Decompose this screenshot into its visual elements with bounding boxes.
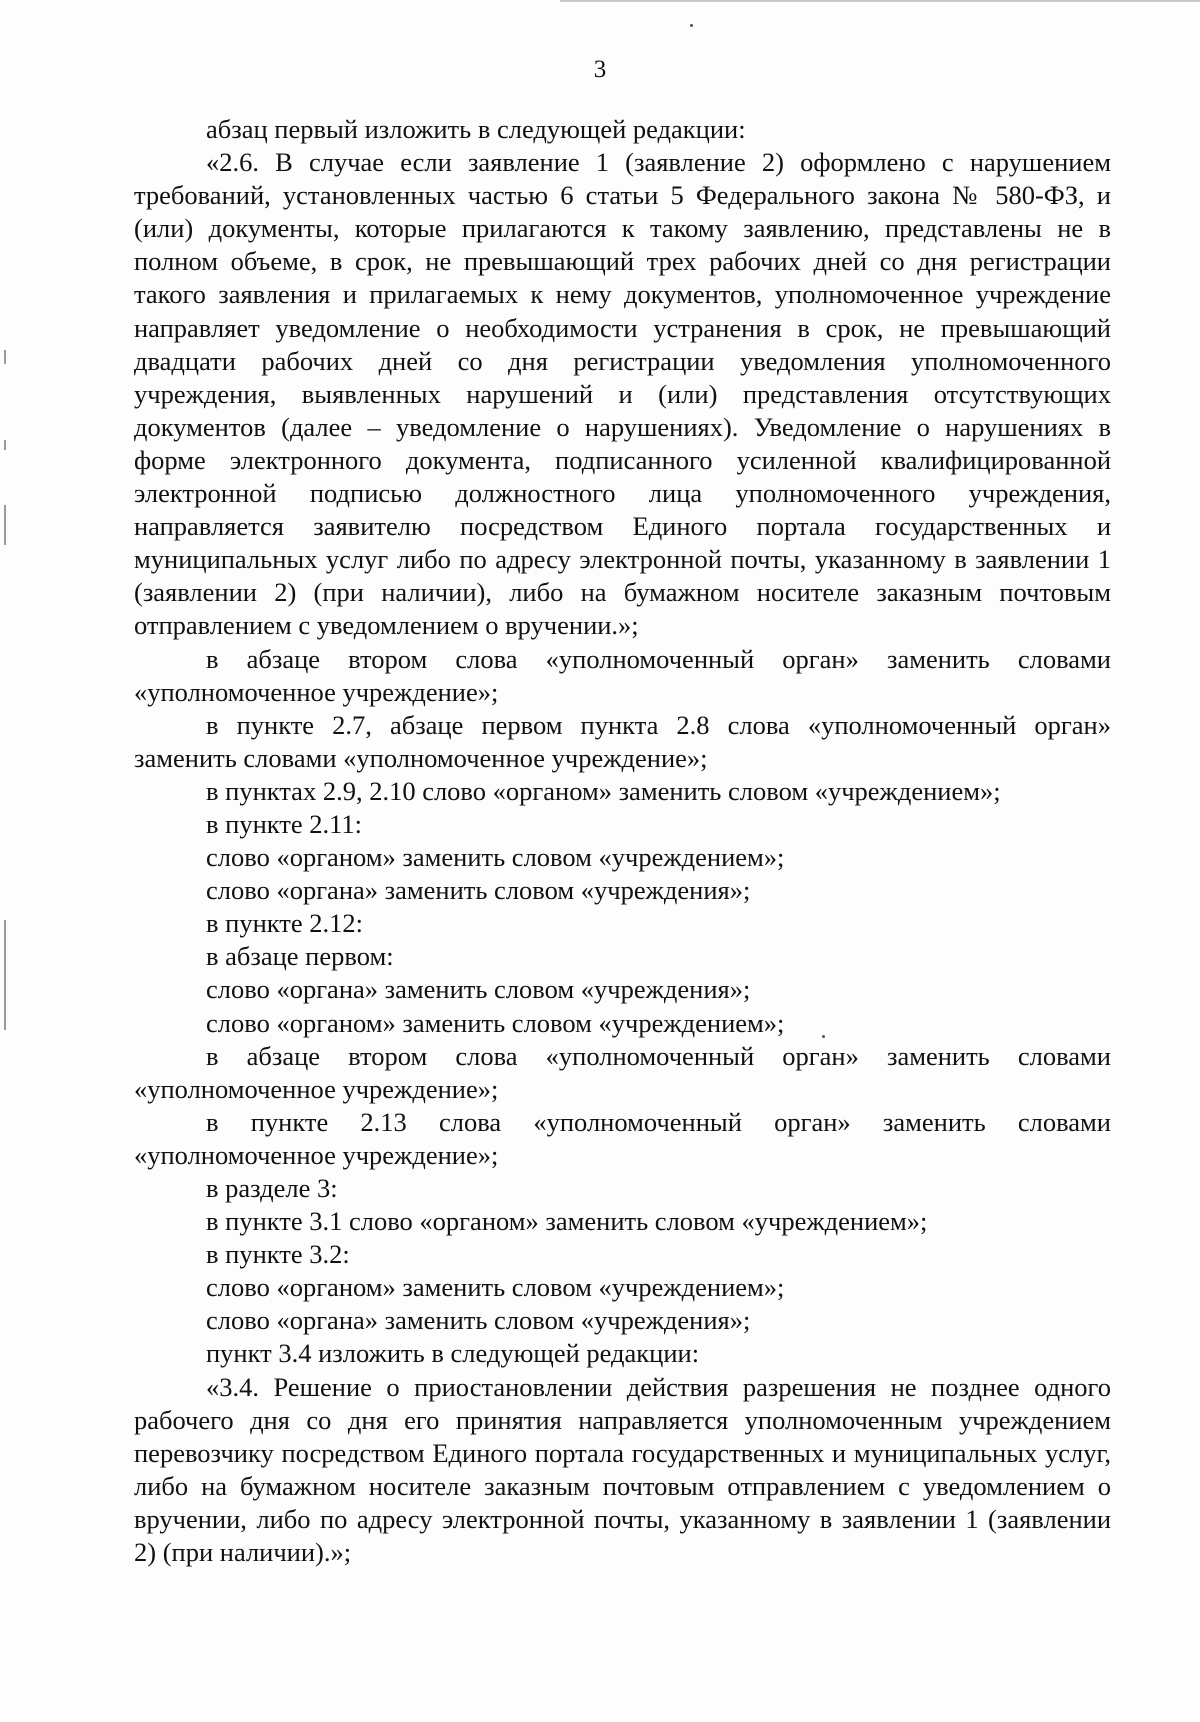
paragraph: слово «органом» заменить словом «учреждением»;: [206, 1272, 785, 1303]
paragraph: в абзаце первом:: [206, 941, 394, 972]
paragraph: в разделе 3:: [206, 1173, 338, 1203]
scan-edge-left: [4, 350, 6, 364]
scan-edge-left: [4, 920, 6, 1030]
page-number: 3: [593, 56, 607, 83]
paragraph: в пункте 3.2:: [206, 1239, 350, 1270]
scan-edge-left: [4, 440, 6, 450]
paragraph: в абзаце втором слова «уполномоченный орган» заменить словами «уполномоченное учреждение»;: [134, 643, 1111, 707]
paragraph: в пункте 2.12:: [206, 908, 363, 939]
paragraph: слово «органа» заменить словом «учреждения»;: [206, 1305, 751, 1336]
paragraph: в абзаце втором слова «уполномоченный орган» заменить словами «уполномоченное учреждение»;: [134, 1040, 1111, 1104]
paragraph: в пункте 2.13 слова «уполномоченный орган» заменить словами «уполномоченное учреждение»;: [134, 1106, 1111, 1170]
document-body: [134, 113, 1111, 1569]
scan-edge-top: [560, 0, 1200, 2]
paragraph: в пункте 3.1 слово «органом» заменить словом «учреждением»;: [206, 1206, 928, 1237]
paragraph: слово «органа» заменить словом «учреждения»;: [206, 974, 751, 1005]
stray-mark: [690, 24, 693, 27]
paragraph: слово «органа» заменить словом «учреждения»;: [206, 875, 751, 906]
paragraph: абзац первый изложить в следующей редакции:: [206, 114, 746, 144]
paragraph: слово «органом» заменить словом «учреждением»;: [206, 842, 785, 873]
paragraph: «2.6. В случае если заявление 1 (заявление 2) оформлено с нарушением требований, установленных частью 6 статьи 5 Федерального закона № 580-ФЗ, и (или) документы, которые прилагаются к такому заявлению, представлены не в полном объеме, в срок, не превышающий трех рабочих дней со дня регистрации такого заявления и прилагаемых к нему документов, уполномоченное учреждение направляет уведомление о необходимости устранения в срок, не превышающий двадцати рабочих дней со дня регистрации уведомления уполномоченного учреждения, выявленных нарушений и (или) представления отсутствующих документов (далее – уведомление о нарушениях). Уведомление о нарушениях в форме электронного документа, подписанного усиленной квалифицированной электронной подписью должностного лица уполномоченного учреждения, направляется заявителю посредством Единого портала государственных и муниципальных услуг либо по адресу электронной почты, указанному в заявлении 1 (заявлении 2) (при наличии), либо на бумажном носителе заказным почтовым отправлением с уведомлением о вручении.»;: [134, 147, 1111, 641]
paragraph: в пункте 2.7, абзаце первом пункта 2.8 слова «уполномоченный орган» заменить словами «уполномоченное учреждение»;: [134, 709, 1111, 773]
paragraph: «3.4. Решение о приостановлении действия разрешения не позднее одного рабочего дня со дня его принятия направляется уполномоченным учреждением перевозчику посредством Единого портала государственных и муниципальных услуг, либо на бумажном носителе заказным почтовым отправлением с уведомлением о вручении, либо по адресу электронной почты, указанному в заявлении 1 (заявлении 2) (при наличии).»;: [134, 1371, 1111, 1568]
scan-edge-left: [4, 505, 6, 545]
paragraph: слово «органом» заменить словом «учреждением»;: [206, 1007, 785, 1038]
paragraph: в пунктах 2.9, 2.10 слово «органом» заменить словом «учреждением»;: [206, 775, 1001, 806]
paragraph: в пункте 2.11:: [206, 808, 362, 839]
paragraph: пункт 3.4 изложить в следующей редакции:: [206, 1338, 700, 1369]
